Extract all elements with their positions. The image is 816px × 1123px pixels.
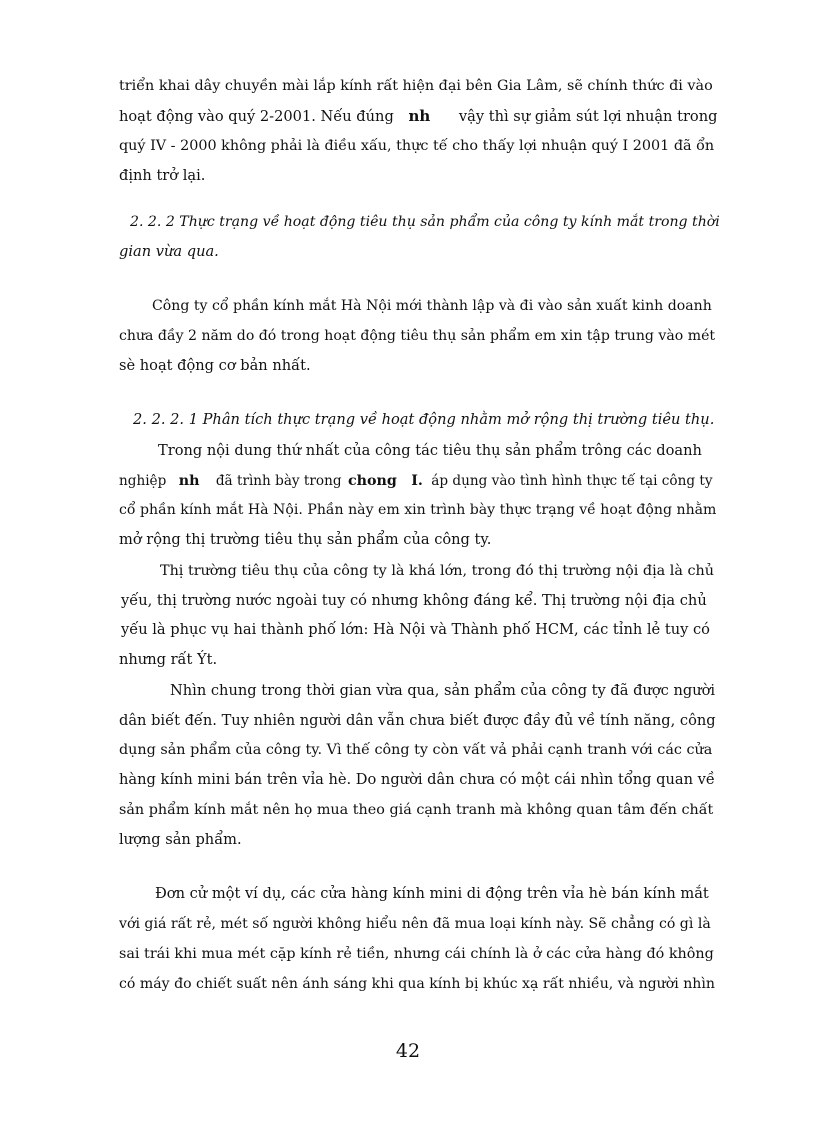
para1-line2-a: hoạt động vào quý 2-2001. Nếu đúng [119,108,394,125]
para4-line1: Thị trường tiêu thụ của công ty là khá lớn, trong đó thị trường nội địa là chủ [160,563,714,579]
para6-line1: Đơn cử một ví dụ, các cửa hàng kính mini di động trên vỉa hè bán kính mắt [155,885,709,902]
para4-line2: yếu, thị trường nước ngoài tuy có nhưng không đáng kể. Thị trường nội địa chủ [121,592,707,609]
para2-line2: chưa đầy 2 năm do đó trong hoạt động tiêu thụ sản phẩm em xin tập trung vào mét [119,328,716,344]
para1-line2-c: vậy thì sự giảm sút lợi nhuận trong [458,108,718,125]
para6-line3: sai trái khi mua mét cặp kính rẻ tiền, nhưng cái chính là ở các cửa hàng đó không [119,946,714,962]
para5-line5: sản phẩm kính mắt nên họ mua theo giá cạnh tranh mà không quan tâm đến chất [119,802,714,818]
para3-line2-f: áp dụng vào tình hình thực tế tại công ty [431,473,713,489]
page-number: 42 [395,1040,421,1062]
heading-2221: 2. 2. 2. 1 Phân tích thực trạng về hoạt động nhằm mở rộng thị trường tiêu thụ. [133,411,715,428]
para4-line3: yếu là phục vụ hai thành phố lớn: Hà Nội và Thành phố HCM, các tỉnh lẻ tuy có [121,621,710,638]
para3-line2-bold-chong: chong [347,473,397,489]
para3-line2-a: nghiệp [119,473,167,489]
para5-line2: dân biết đến. Tuy nhiên người dân vẫn chưa biết được đầy đủ về tính năng, công [119,712,716,729]
para3-line3: cổ phần kính mắt Hà Nội. Phần này em xin trình bày thực trạng về hoạt động nhằm [119,502,717,518]
para6-line2: với giá rất rẻ, mét số người không hiểu nên đã mua loại kính này. Sẽ chẳng có gì là [119,916,711,932]
heading-222-line1: 2. 2. 2 Thực trạng về hoạt động tiêu thụ sản phẩm của công ty kính mắt trong thời [130,214,720,230]
para1-line3: quý IV - 2000 không phải là điều xấu, thực tế cho thấy lợi nhuận quý I 2001 đã ổn [119,138,715,154]
para3-line2-bold-i: I. [411,473,423,489]
para1-line2-bold: nh [408,107,431,125]
para5-line4: hàng kính mini bán trên vỉa hè. Do người dân chưa có một cái nhìn tổng quan về [119,771,715,788]
para3-line2-bold-nh: nh [178,473,200,489]
para3-line2-c: đã trình bày trong [215,473,342,489]
para3-line2 [119,471,713,491]
para4-line4: nhưng rất Ýt. [119,651,218,668]
para3-line4: mở rộng thị trường tiêu thụ sản phẩm của công ty. [119,531,492,548]
para5-line6: lượng sản phẩm. [119,831,242,848]
para6-line4: có máy đo chiết suất nên ánh sáng khi qua kính bị khúc xạ rất nhiều, và người nhìn [119,976,715,992]
para1-line1: triển khai dây chuyền mài lắp kính rất hiện đại bên Gia Lâm, sẽ chính thức đi vào [119,78,713,94]
para3-line1: Trong nội dung thứ nhất của công tác tiêu thụ sản phẩm trông các doanh [158,442,702,459]
para2-line1: Công ty cổ phần kính mắt Hà Nội mới thành lập và đi vào sản xuất kinh doanh [152,298,712,314]
para1-line4: định trở lại. [119,167,206,184]
para5-line3: dụng sản phẩm của công ty. Vì thế công ty còn vất vả phải cạnh tranh với các cửa [119,742,713,758]
para5-line1: Nhìn chung trong thời gian vừa qua, sản phẩm của công ty đã được người [170,682,716,699]
para2-line3: sè hoạt động cơ bản nhất. [119,357,311,374]
heading-222-line2: gian vừa qua. [119,243,219,260]
para1-line2 [119,106,717,127]
